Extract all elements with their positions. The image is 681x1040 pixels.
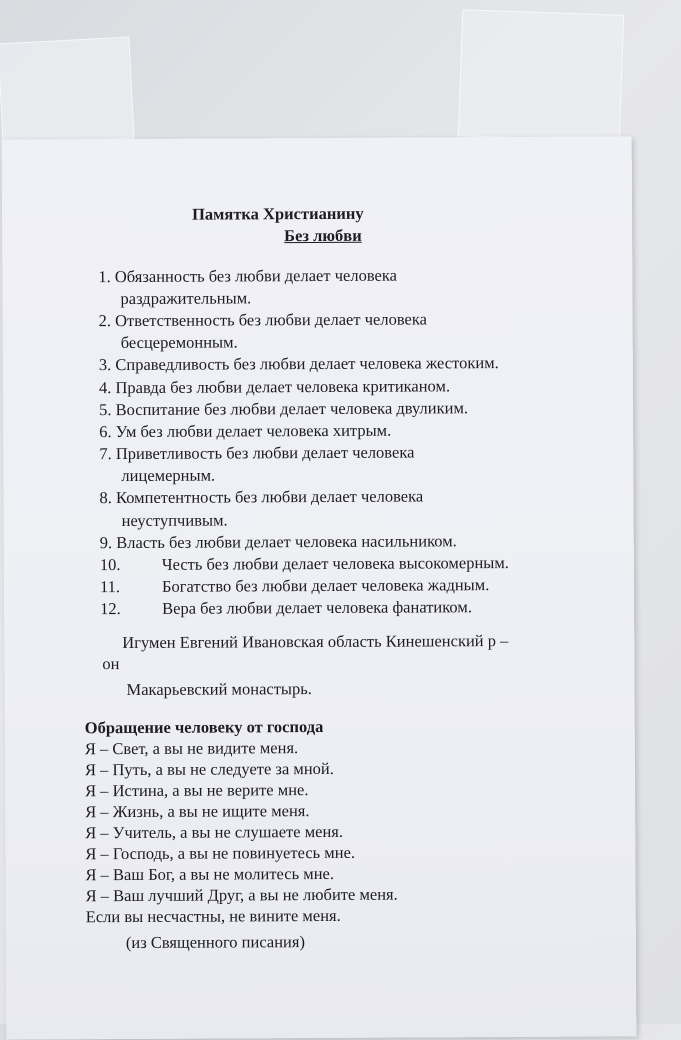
address-line: Я – Господь, а вы не повинуетесь мне. (85, 842, 356, 864)
list-item-continuation: неуступчивым. (121, 510, 228, 531)
list-item-continuation: раздражительным. (120, 288, 252, 309)
signature-line-2: он (102, 654, 120, 674)
list-text: Приветливость без любви делает человека (111, 442, 415, 464)
address-line: Я – Путь, а вы не следуете за мной. (84, 758, 334, 780)
list-text: Компетентность без любви делает человека (111, 486, 424, 508)
list-text: Правда без любви делает человека критиканом. (111, 376, 451, 398)
list-text: Богатство без любви делает человека жадным. (161, 575, 490, 596)
list-text: Справедливость без любви делает человека жестоким. (111, 353, 499, 375)
document-title: Памятка Христианину (191, 203, 364, 224)
list-number: 2. (98, 311, 112, 331)
list-number: 9. (99, 533, 113, 553)
list-item (100, 575, 489, 597)
list-item (99, 309, 427, 331)
list-item (100, 597, 472, 619)
document-subtitle: Без любви (284, 225, 362, 246)
list-number: 1. (98, 267, 111, 287)
address-line: Я – Ваш лучший Друг, а вы не любите меня. (85, 884, 398, 906)
list-number: 10. (99, 555, 121, 575)
address-line: Я – Ваш Бог, а вы не молитесь мне. (85, 863, 334, 885)
list-text: Ответственность без любви делает человека (110, 309, 427, 331)
list-item (99, 421, 391, 443)
list-number: 4. (98, 378, 112, 398)
paper-sheet (2, 136, 637, 1039)
list-item (99, 398, 468, 420)
signature-line-1: Игумен Евгений Ивановская область Кинешенский р – (122, 631, 509, 653)
list-item (100, 531, 457, 553)
list-item-continuation: лицемерным. (121, 465, 216, 486)
address-line: Я – Свет, а вы не видите меня. (84, 738, 299, 759)
tape-strip-left (0, 37, 135, 146)
list-text: Ум без любви делает человека хитрым. (111, 420, 392, 442)
tape-strip-right (458, 9, 624, 142)
address-line: Я – Жизнь, а вы не ищите меня. (85, 801, 310, 822)
list-text: Воспитание без любви делает человека двуликим. (111, 398, 469, 420)
list-item (99, 353, 499, 375)
address-line: Я – Учитель, а вы не слушаете меня. (85, 821, 344, 843)
list-item (98, 266, 397, 288)
list-number: 5. (99, 400, 112, 420)
list-number: 11. (99, 577, 121, 597)
list-text: Обязанность без любви делает человека (110, 265, 397, 287)
address-line: Я – Истина, а вы не верите мне. (85, 780, 309, 801)
list-number: 3. (98, 355, 112, 375)
list-number: 7. (99, 444, 112, 464)
section2-title: Обращение человеку от господа (84, 716, 324, 738)
list-text: Честь без любви делает человека высокомерным. (161, 553, 509, 574)
source-note: (из Священного писания) (125, 932, 305, 953)
address-line: Если вы несчастны, не вините меня. (85, 905, 341, 927)
list-item (99, 486, 423, 508)
list-item (100, 553, 509, 575)
list-text: Вера без любви делает человека фанатиком. (162, 597, 472, 618)
list-item (99, 376, 450, 398)
list-number: 12. (100, 599, 121, 619)
list-number: 8. (99, 488, 112, 508)
list-item-continuation: бесцеремонным. (120, 332, 238, 353)
list-text: Власть без любви делает человека насильником. (112, 531, 457, 553)
list-number: 6. (99, 422, 112, 442)
signature-line-3: Макарьевский монастырь. (126, 679, 312, 700)
list-item (99, 442, 414, 464)
